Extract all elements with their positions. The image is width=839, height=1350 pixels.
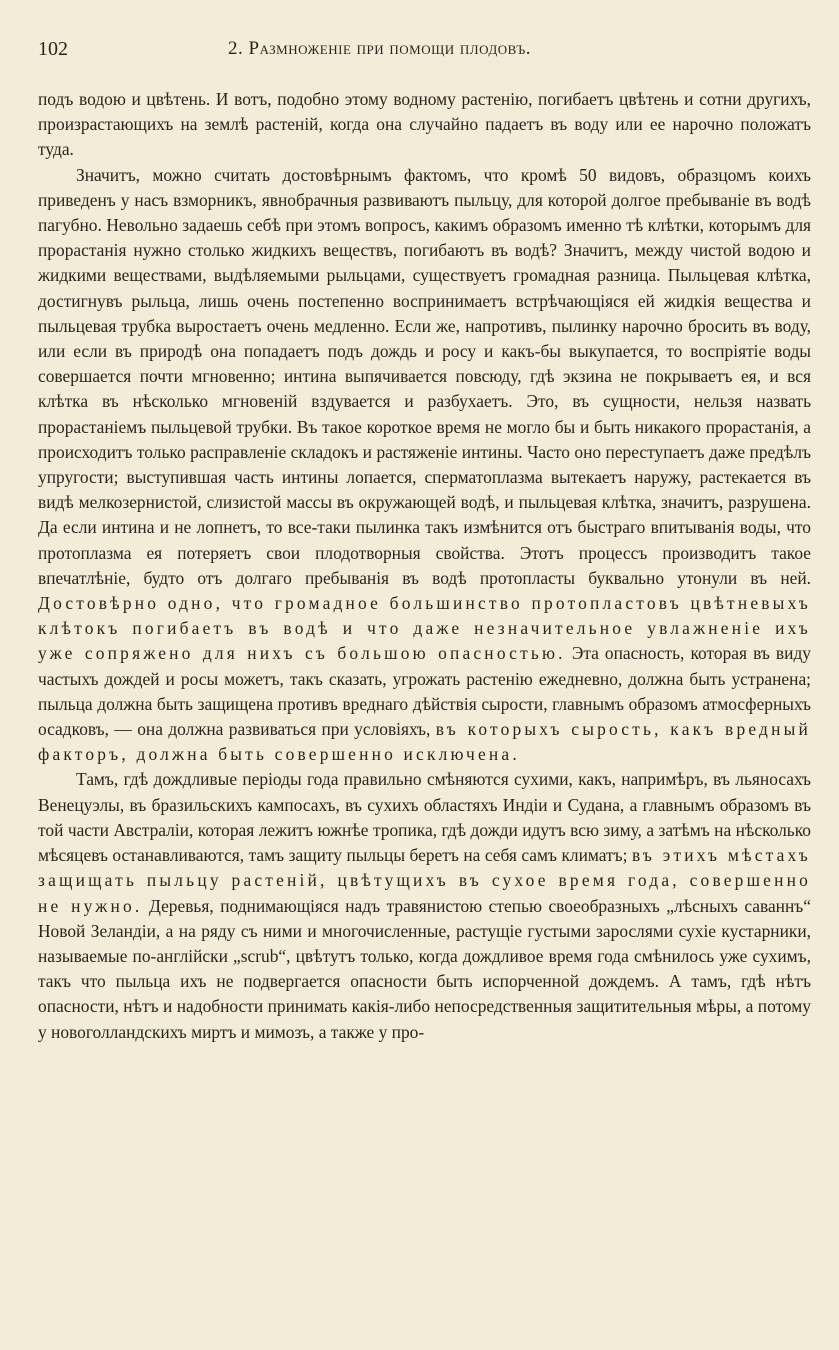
text-segment: Деревья, поднимающіяся надъ травянистою степью своеобразныхъ „лѣсныхъ саваннъ“ Новой Зеландіи, а на ряду съ ними и многочисленные, растущіе густыми зарослями сухіе кустарники, называемые по-англійски „scrub“, цвѣтутъ только, когда дождливое время года смѣнилось уже сухимъ, такъ что пыльца ихъ не подвергается опасности быть испорченной дождемъ. А тамъ, гдѣ нѣтъ опасности, нѣтъ и надобности принимать какія-либо непосредственныя защитительныя мѣры, а потому у новоголландскихъ миртъ и мимозъ, а также у про- (38, 895, 812, 1042)
paragraph-2 (38, 163, 811, 768)
emphasized-segment: въ которыхъ сырость, какъ вредный факторъ, должна быть совершенно исключена. (38, 719, 811, 765)
page-header (38, 30, 811, 70)
running-title: 2. Размноженiе при помощи плодовъ. (228, 38, 531, 59)
text-segment: Тамъ, гдѣ дождливые періоды года правильно смѣняются сухими, какъ, напримѣръ, въ льяносахъ Венецуэлы, въ бразильскихъ кампосахъ, въ сухихъ областяхъ Индіи и Судана, а главнымъ образомъ въ той части Австраліи, которая лежитъ южнѣе тропика, гдѣ дожди идутъ всю зиму, а затѣмъ на нѣсколько мѣсяцевъ останавливаются, тамъ защиту пыльцы беретъ на себя самъ климатъ; (38, 769, 811, 866)
emphasized-segment: въ этихъ мѣстахъ защищать пыльцу растеній, цвѣтущихъ въ сухое время года, совершенно не нужно. (38, 845, 811, 916)
paragraph-1 (38, 87, 811, 163)
text-segment: Значитъ, можно считать достовѣрнымъ фактомъ, что кромѣ 50 видовъ, образцомъ коихъ приведенъ у насъ взморникъ, явнобрачныя развиваютъ пыльцу, для которой долгое пребываніе въ водѣ пагубно. Невольно задаешь себѣ при этомъ вопросъ, какимъ образомъ именно тѣ клѣтки, которымъ для прорастанія нужно столько жидкихъ веществъ, погибаютъ въ водѣ? Значитъ, между чистой водою и жидкими веществами, выдѣляемыми рыльцами, существуетъ громадная разница. Пыльцевая клѣтка, достигнувъ рыльца, лишь очень постепенно воспринимаетъ встрѣчающіяся ей жидкія вещества и пыльцевая трубка выростаетъ очень медленно. Если же, напротивъ, пылинку нарочно бросить въ воду, или если въ природѣ она попадаетъ подъ дождь и росу и какъ-бы выкупается, то воспріятіе воды совершается почти мгновенно; интина выпячивается повсюду, гдѣ экзина не покрываетъ ея, и вся клѣтка въ нѣсколько мгновеній вздувается и разбухаетъ. Это, въ сущности, нельзя назвать прорастаніемъ пыльцевой трубки. Въ такое короткое время не могло бы и быть никакого прорастанія, а происходитъ только расправленіе складокъ и растяженіе интины. Часто оно переступаетъ даже предѣлъ упругости; выступившая часть интины лопается, сперматоплазма вытекаетъ наружу, растекается въ видѣ мелкозернистой, слизистой массы въ окружающей водѣ, и пыльцевая клѣтка, значитъ, разрушена. Да если интина и не лопнетъ, то все-таки пылинка такъ измѣнится отъ быстраго впитыванія воды, что протоплазма ея потеряетъ свои плодотворныя свойства. Этотъ процессъ производитъ такое впечатлѣніе, будто отъ долгаго пребыванія въ водѣ протопласты буквально утонули въ ней. (38, 164, 811, 588)
body-text (38, 87, 811, 1045)
text-segment: Эта опасность, которая въ виду частыхъ дождей и росы можетъ, такъ сказать, угрожать растенію ежедневно, должна быть устранена; пыльца должна быть защищена противъ вреднаго дѣйствія сырости, главнымъ образомъ атмосферныхъ осадковъ, — она должна развиваться при условіяхъ, (38, 643, 811, 740)
paragraph-3 (38, 767, 811, 1044)
page-number: 102 (38, 38, 68, 60)
text-segment: подъ водою и цвѣтень. И вотъ, подобно этому водному растенію, погибаетъ цвѣтень и сотни другихъ, произрастающихъ на землѣ растеній, когда она случайно падаетъ въ воду или ее нарочно положатъ туда. (38, 89, 811, 160)
emphasized-segment: Достовѣрно одно, что громадное большинство протопластовъ цвѣтневыхъ клѣтокъ погибаетъ въ водѣ и что даже незначительное увлажненіе ихъ уже сопряжено для нихъ съ большою опасностью. (38, 593, 811, 664)
